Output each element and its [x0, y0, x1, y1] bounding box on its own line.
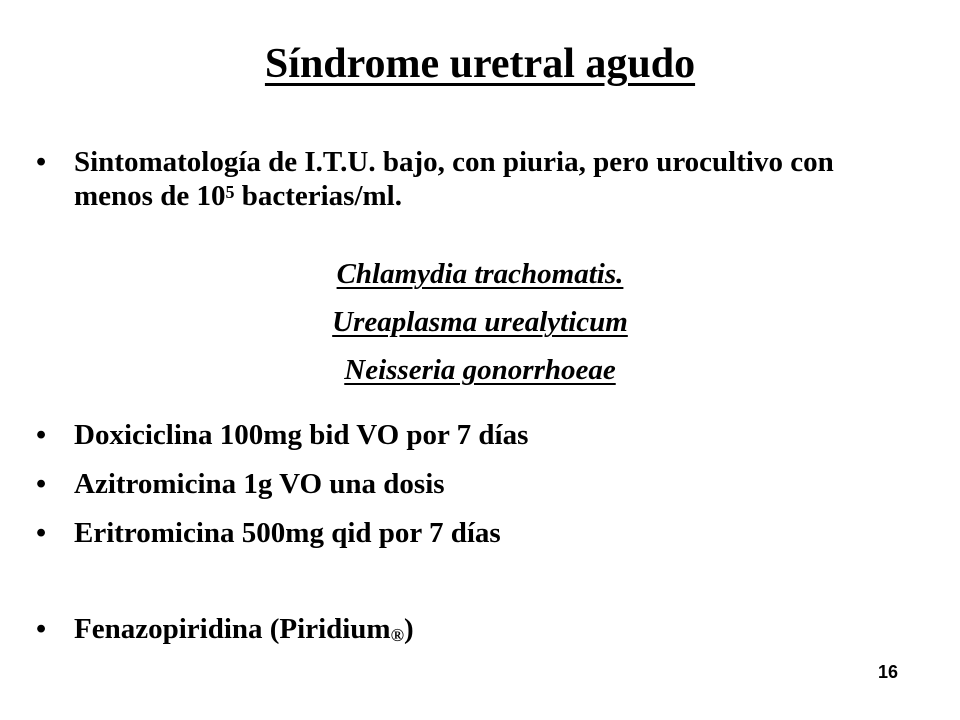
list-item [36, 612, 916, 646]
registered-mark: ® [390, 625, 405, 645]
list-item [36, 418, 916, 452]
bullet-icon: • [36, 613, 47, 645]
list-item [36, 467, 916, 501]
exponent: 5 [225, 182, 235, 202]
analgesic-bullet [36, 612, 916, 646]
organism-neisseria: Neisseria gonorrhoeae [344, 354, 616, 386]
treatment-eritromicina: Eritromicina 500mg qid por 7 días [74, 517, 501, 549]
symptoms-text: Sintomatología de I.T.U. bajo, con piuria, pero urocultivo con menos de 10 [74, 146, 834, 212]
list-item [36, 145, 916, 213]
bullet-icon: • [36, 517, 47, 549]
page-number: 16 [877, 662, 898, 682]
organism-chlamydia: Chlamydia trachomatis. [336, 258, 624, 290]
treatment-doxiciclina: Doxiciclina 100mg bid VO por 7 días [74, 419, 529, 451]
symptoms-text-end: bacterias/ml. [234, 180, 402, 212]
organism-list [0, 250, 960, 394]
symptoms-bullet [36, 145, 916, 213]
list-item [36, 516, 916, 550]
bullet-icon: • [36, 146, 47, 178]
analgesic-text: Fenazopiridina (Piridium [74, 613, 391, 645]
bullet-icon: • [36, 468, 47, 500]
bullet-icon: • [36, 419, 47, 451]
organism-ureaplasma: Ureaplasma urealyticum [332, 306, 628, 338]
analgesic-text-end: ) [404, 613, 414, 645]
slide-title: Síndrome uretral agudo [264, 41, 696, 87]
treatment-list [36, 418, 916, 565]
treatment-azitromicina: Azitromicina 1g VO una dosis [74, 468, 445, 500]
